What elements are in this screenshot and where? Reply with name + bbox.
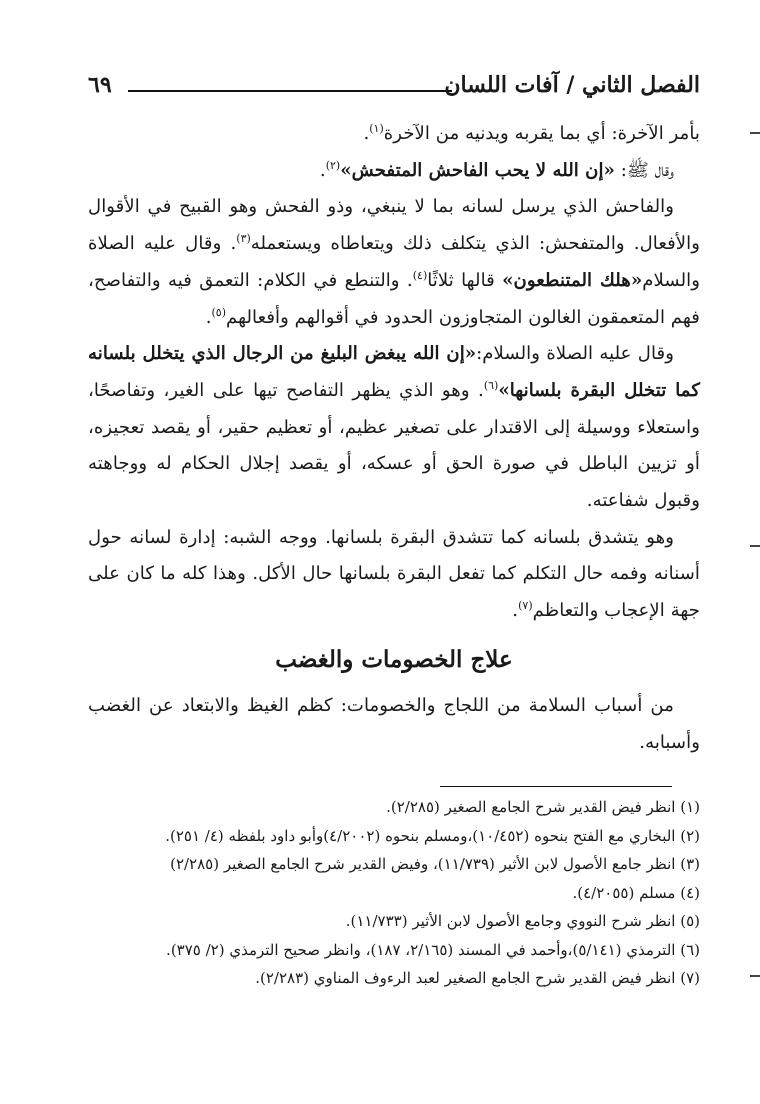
main-text — [88, 116, 700, 761]
text-run: . — [512, 600, 519, 622]
footnote-ref: (٢) — [325, 158, 341, 172]
paragraphs-top — [88, 116, 700, 630]
footnote: (٣) انظر جامع الأصول لابن الأثير (١١/٧٣٩)، وفيض القدير شرح الجامع الصغير (٢/٢٨٥) — [170, 855, 700, 873]
paragraph — [88, 153, 700, 190]
footnote-ref: (٦) — [483, 378, 499, 392]
text-run: . والتنطع في الكلام: التعمق فيه والتفاصح، فهم المتعمقون الغالون المتجاوزون الحدود في أقوالهم وأفعالهم — [88, 269, 700, 328]
footnote-ref: (٧) — [518, 599, 533, 613]
footnote: (١) انظر فيض القدير شرح الجامع الصغير (٢/٢٨٥). — [386, 798, 700, 816]
footnote: (٥) انظر شرح النووي وجامع الأصول لابن الأثير (١١/٧٣٣). — [345, 912, 700, 930]
footnote: (٧) انظر فيض القدير شرح الجامع الصغير لعبد الرءوف المناوي (٢/٢٨٣). — [255, 969, 700, 987]
footnotes — [88, 793, 700, 993]
footnote-ref: (٥) — [211, 305, 226, 319]
hadith-quote: «هلك المتنطعون» — [502, 269, 643, 291]
header-rule — [128, 90, 452, 92]
text-run: . وهو الذي يظهر التفاصح تيها على الغير، وتفاصحًا، واستعلاء ووسيلة إلى الاقتدار على تصغير عظيم، أو تعظيم حقير، أو يقصد تعجيزه، أو تزيين الباطل في صورة الحق أو عسكه، أو يقصد إجلال الحكام له ووجاهته وقبول شفاعته. — [88, 379, 700, 512]
footnote-ref: (٣) — [236, 232, 251, 246]
paragraph — [88, 189, 700, 336]
text-run: وقال عليه الصلاة والسلام: — [476, 343, 675, 365]
text-run: وقال ﷺ: — [614, 159, 674, 181]
chapter-title: الفصل الثاني / آفات اللسان — [444, 72, 700, 98]
text-run: وهو يتشدق بلسانه كما تتشدق البقرة بلسانها. ووجه الشبه: إدارة لسانه حول أسنانه وفمه حال التكلم كما تفعل البقرة بلسانها حال الأكل. وهذا كله ما كان على جهة الإعجاب والتعاظم — [88, 526, 700, 622]
paragraph: من أسباب السلامة من اللجاج والخصومات: كظم الغيظ والابتعاد عن الغضب وأسبابه. — [88, 694, 700, 753]
scan-edge-mark — [750, 975, 760, 977]
hadith-quote: «إن الله لا يحب الفاحش المتفحش» — [340, 159, 615, 181]
text-run: والفاحش الذي يرسل لسانه بما لا ينبغي، وذو الفحش وهو القبيح في الأقوال والأفعال. والمتفحش: الذي يتكلف ذلك ويتعاطاه ويستعمله — [88, 196, 701, 255]
page-number: ٦٩ — [88, 72, 112, 98]
page-header — [88, 72, 700, 108]
footnote: (٦) الترمذي (٥/١٤١)،وأحمد في المسند (٢/١٦٥، ١٨٧)، وانظر صحيح الترمذي (٢/ ٣٧٥). — [166, 940, 700, 959]
text-run: بأمر الآخرة: أي بما يقربه ويدنيه من الآخرة — [383, 123, 700, 144]
footnotes-rule — [440, 786, 672, 787]
paragraph — [88, 520, 700, 630]
paragraph — [88, 116, 700, 153]
text-run: . — [205, 306, 212, 328]
scan-edge-mark — [750, 545, 760, 547]
footnote-ref: (١) — [369, 121, 384, 135]
text-run: . — [319, 159, 326, 181]
section-heading: علاج الخصومات والغضب — [275, 645, 513, 673]
text-run: . وقال عليه الصلاة والسلام — [88, 233, 700, 291]
text-run: قالها ثلاثًا — [427, 269, 503, 291]
scan-edge-mark — [750, 132, 760, 134]
footnote-ref: (٤) — [412, 268, 428, 282]
footnote: (٢) البخاري مع الفتح بنحوه (١٠/٤٥٢)،ومسلم بنحوه (٤/٢٠٠٢)وأبو داود بلفظه (٤/ ٢٥١). — [165, 826, 700, 845]
hadith-quote: «إن الله يبغض البليغ من الرجال الذي يتخلل بلسانه كما تتخلل البقرة بلسانها» — [88, 343, 700, 401]
footnote: (٤) مسلم (٤/٢٠٥٥). — [572, 883, 700, 902]
paragraph — [88, 336, 700, 520]
text-run: . — [363, 123, 370, 144]
